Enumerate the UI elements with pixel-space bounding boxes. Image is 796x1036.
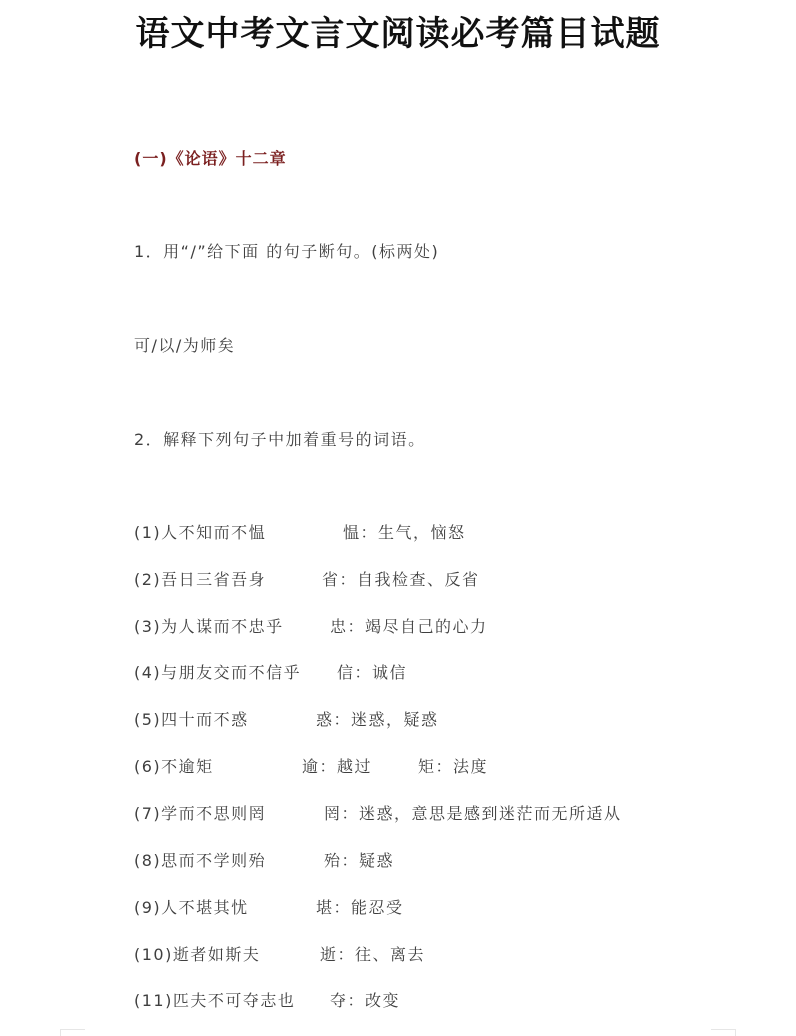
item-gloss: 省：自我检查、反省: [322, 570, 480, 589]
vocabulary-item: [134, 521, 466, 545]
item-gloss: 惑：迷惑，疑惑: [316, 710, 439, 729]
vocabulary-item: [134, 568, 480, 592]
item-gloss: 殆：疑惑: [324, 851, 395, 870]
item-sentence: (6)不逾矩: [134, 757, 214, 776]
item-sentence: (7)学而不思则罔: [134, 804, 267, 823]
item-gloss: 逾：越过: [302, 757, 373, 776]
item-sentence: (8)思而不学则殆: [134, 851, 267, 870]
page-corner-right: [711, 1029, 736, 1036]
item-sentence: (11)匹夫不可夺志也: [134, 991, 296, 1010]
vocabulary-item: [134, 849, 395, 873]
vocabulary-item: [134, 661, 408, 685]
question-2: 2．解释下列句子中加着重号的词语。: [134, 430, 426, 449]
answer-1: 可/以/为师矣: [134, 336, 236, 355]
item-gloss: 忠：竭尽自己的心力: [330, 617, 488, 636]
item-sentence: (10)逝者如斯夫: [134, 945, 261, 964]
item-sentence: (3)为人谋而不忠乎: [134, 617, 284, 636]
item-gloss: 信：诚信: [337, 663, 408, 682]
vocabulary-item: [134, 615, 488, 639]
item-sentence: (9)人不堪其忧: [134, 898, 249, 917]
section-heading: (一)《论语》十二章: [134, 149, 287, 168]
item-gloss: 逝：往、离去: [320, 945, 426, 964]
item-sentence: (5)四十而不惑: [134, 710, 249, 729]
vocabulary-item: [134, 755, 489, 779]
page-title: 语文中考文言文阅读必考篇目试题: [135, 14, 661, 54]
page-corner-left: [60, 1029, 85, 1036]
item-gloss: 罔：迷惑，意思是感到迷茫而无所适从: [324, 804, 622, 823]
item-sentence: (2)吾日三省吾身: [134, 570, 267, 589]
item-gloss: 愠：生气，恼怒: [343, 523, 466, 542]
vocabulary-item: [134, 708, 439, 732]
item-sentence: (4)与朋友交而不信乎: [134, 663, 302, 682]
question-1: 1．用“/”给下面 的句子断句。(标两处): [134, 242, 440, 261]
vocabulary-item: [134, 896, 404, 920]
item-gloss: 夺：改变: [330, 991, 401, 1010]
vocabulary-item: [134, 943, 426, 967]
vocabulary-item: [134, 802, 622, 826]
item-gloss: 矩：法度: [418, 757, 489, 776]
item-gloss: 堪：能忍受: [316, 898, 404, 917]
vocabulary-item: [134, 989, 401, 1013]
item-sentence: (1)人不知而不愠: [134, 523, 267, 542]
